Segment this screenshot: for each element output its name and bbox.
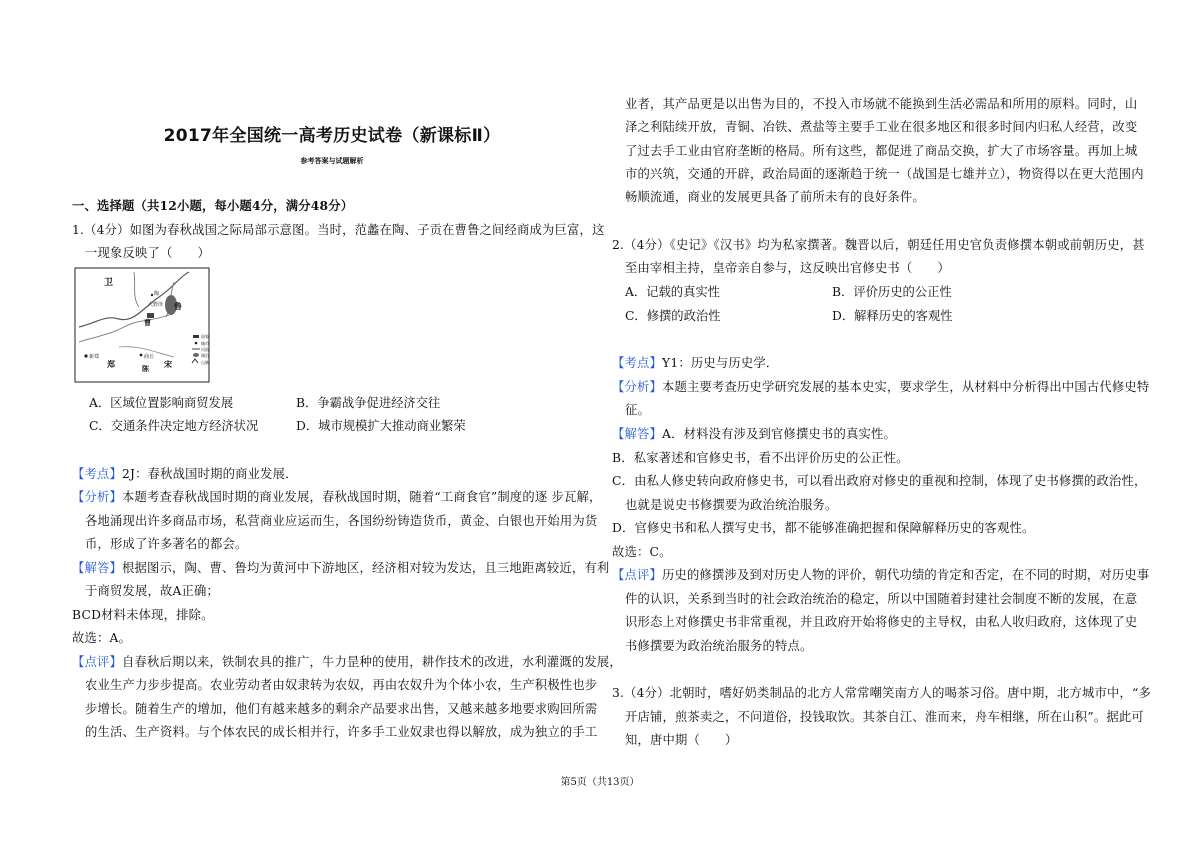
q2-jieda [612,426,896,442]
legend-item: 湖泊 [201,353,209,358]
q1-kaodian [72,466,298,482]
q1-jieda [72,560,609,576]
legend-item: 国家 [201,334,209,339]
dianping-tag: 【点评】 [612,568,662,582]
q2-option-d: D．解释历史的客观性 [832,309,953,323]
q1-dianping-line: 步增长。随着生产的增加，他们有越来越多的剩余产品要求出售，又越来越多地要求购回所需 [85,702,598,716]
dianping-tag: 【点评】 [72,655,122,669]
q2-dianping-line: 识形态上对修撰史书非常重视，并且政府开始将修史的主导权，由私人收归政府，这体现了史 [625,615,1138,629]
q2-fenxi-text: 本题主要考查历史学研究发展的基本史实，要求学生，从材料中分析得出中国古代修史特 [662,380,1150,394]
q3-stem-line: 3.（4分）北朝时，嗜好奶类制品的北方人常常嘲笑南方人的喝茶习俗。唐中期，北方城市中，“多 [612,686,1152,700]
q2-line: D．官修史书和私人撰写史书，都不能够准确把握和保障解释历史的客观性。 [612,521,1035,535]
q2-option-a: A．记载的真实性 [625,285,720,299]
q2-fenxi [612,379,1149,395]
map-label-zheng: 郑 [107,359,115,369]
q2-dianping-line: 件的认识，关系到当时的社会政治统治的稳定，所以中国随着封建社会制度不断的发展，在意 [625,592,1138,606]
q1-fenxi [72,489,601,505]
q1-dianping-cont-line: 畅顺流通，商业的发展更具备了前所未有的良好条件。 [625,190,925,204]
q1-dianping-cont-line: 了过去手工业由官府垄断的格局。所有这些，都促进了商品交换，扩大了市场容量。再加上城 [625,144,1138,158]
q1-dianping [72,654,622,670]
q2-dianping [612,567,1149,583]
jieda-tag: 【解答】 [612,427,662,441]
map-label-tao: 陶 [154,291,160,297]
q1-answer: 故选：A。 [72,631,132,645]
q1-option-a: A．区域位置影响商贸发展 [89,396,234,410]
page-footer: 第5页（共13页） [560,777,640,788]
q2-dianping-text: 历史的修撰涉及到对历史人物的评价，朝代功绩的肯定和否定，在不同的时期，对历史事 [662,568,1150,582]
q1-option-c: C．交通条件决定地方经济状况 [89,419,259,433]
jieda-tag: 【解答】 [72,561,122,575]
q1-dianping-line: 的生活、生产资料。与个体农民的成长相并行，许多手工业奴隶也得以解放，成为独立的手工 [85,725,598,739]
map-label-cao: 曹 [144,318,151,327]
fenxi-tag: 【分析】 [72,490,122,504]
map-label-chen: 陈 [142,364,149,373]
q1-dianping-cont-line: 市的兴筑，交通的开辟，政治局面的逐渐趋于统一（战国是七雄并立），物资得以在更大范围内 [625,167,1144,181]
q2-stem-line: 至由宰相主持，皇帝亲自参与，这反映出官修史书（ ） [625,261,950,275]
legend-item: 城市 [201,341,209,346]
q1-stem-line: 1.（4分）如图为春秋战国之际局部示意图。当时，范蠡在陶、子贡在曹鲁之间经商成为巨富，这 [72,223,605,237]
q2-kaodian-text: Y1：历史与历史学． [662,356,779,370]
map-label-daye: 大野泽 [148,302,164,308]
q1-fenxi-line: 币，形成了许多著名的都会。 [85,537,248,551]
q1-option-b: B．争霸战争促进经济交往 [296,396,441,410]
map-label-xinzheng: 新郑 [89,354,100,360]
spring-autumn-map [74,267,214,383]
q1-option-d: D．城市规模扩大推动商业繁荣 [296,419,466,433]
map-figure [74,267,214,383]
q1-dianping-line: 农业生产力步步提高。农业劳动者由奴隶转为农奴，再由农奴升为个体小农，生产积极性也步 [85,678,598,692]
q1-bcd-line: BCD材料未体现，排除。 [72,608,214,622]
q1-stem-line: 一现象反映了（ ） [85,246,210,260]
q3-stem-line: 知，唐中期（ ） [625,733,738,747]
q2-line: 也就是说史书修撰要为政治统治服务。 [625,498,838,512]
q1-dianping-cont-line: 泽之利陆续开放，青铜、冶铁、煮盐等主要手工业在很多地区和很多时间内归私人经营，改变 [625,120,1138,134]
section-heading: 一、选择题（共12小题，每小题4分，满分48分） [72,198,354,213]
q1-jieda-text: 根据图示，陶、曹、鲁均为黄河中下游地区，经济相对较为发达，且三地距离较近，有利 [122,561,610,575]
q3-stem-line: 开店铺，煎茶卖之，不问道俗，投钱取饮。其茶自江、淮而来，舟车相继，所在山积”。据此可 [625,710,1144,724]
q1-fenxi-line: 各地涌现出许多商品市场，私营商业应运而生，各国纷纷铸造货币，黄金、白银也开始用为货 [85,514,598,528]
kaodian-tag: 【考点】 [612,356,662,370]
kaodian-tag: 【考点】 [72,467,122,481]
q2-fenxi-line: 征。 [625,403,650,417]
q2-dianping-line: 书修撰要为政治统治服务的特点。 [625,639,813,653]
map-label-wei: 卫 [104,278,114,288]
map-label-lu: 鲁 [174,301,182,311]
q1-kaodian-text: 2J：春秋战国时期的商业发展． [122,467,298,481]
legend-item: 山脉 [201,360,209,365]
q2-line: B．私家著述和官修史书，看不出评价历史的公正性。 [612,451,909,465]
q2-jieda-text: A．材料没有涉及到官修撰史书的真实性。 [662,427,897,441]
q2-answer: 故选：C。 [612,545,672,559]
q1-fenxi-text: 本题考查春秋战国时期的商业发展，春秋战国时期，随着“工商食官”制度的逐 步瓦解， [122,490,602,504]
q2-option-c: C．修撰的政治性 [625,309,721,323]
page-title: 2017年全国统一高考历史试卷（新课标Ⅱ） [163,126,501,146]
q1-dianping-text: 自春秋后期以来，铁制农具的推广，牛力昰种的使用，耕作技术的改进，水利灌溉的发展， [122,655,622,669]
q1-dianping-cont-line: 业者，其产品更是以出售为目的，不投入市场就不能换到生活必需品和所用的原料。同时，山 [625,97,1138,111]
q2-option-b: B．评价历史的公正性 [832,285,952,299]
q2-line: C．由私人修史转向政府修史书，可以看出政府对修史的重视和控制，体现了史书修撰的政治性， [612,474,1147,488]
q2-kaodian [612,355,778,371]
page-subtitle: 参考答案与试题解析 [300,156,364,165]
q2-stem-line: 2.（4分）《史记》《汉书》均为私家撰著。魏晋以后，朝廷任用史官负责修撰本朝或前朝历史，甚 [612,238,1145,252]
map-label-shangqiu: 商丘 [144,354,155,360]
fenxi-tag: 【分析】 [612,380,662,394]
legend-item: 河流 [201,347,209,352]
q1-jieda-line: 于商贸发展，故A正确； [85,584,220,598]
map-label-song: 宋 [164,359,172,369]
